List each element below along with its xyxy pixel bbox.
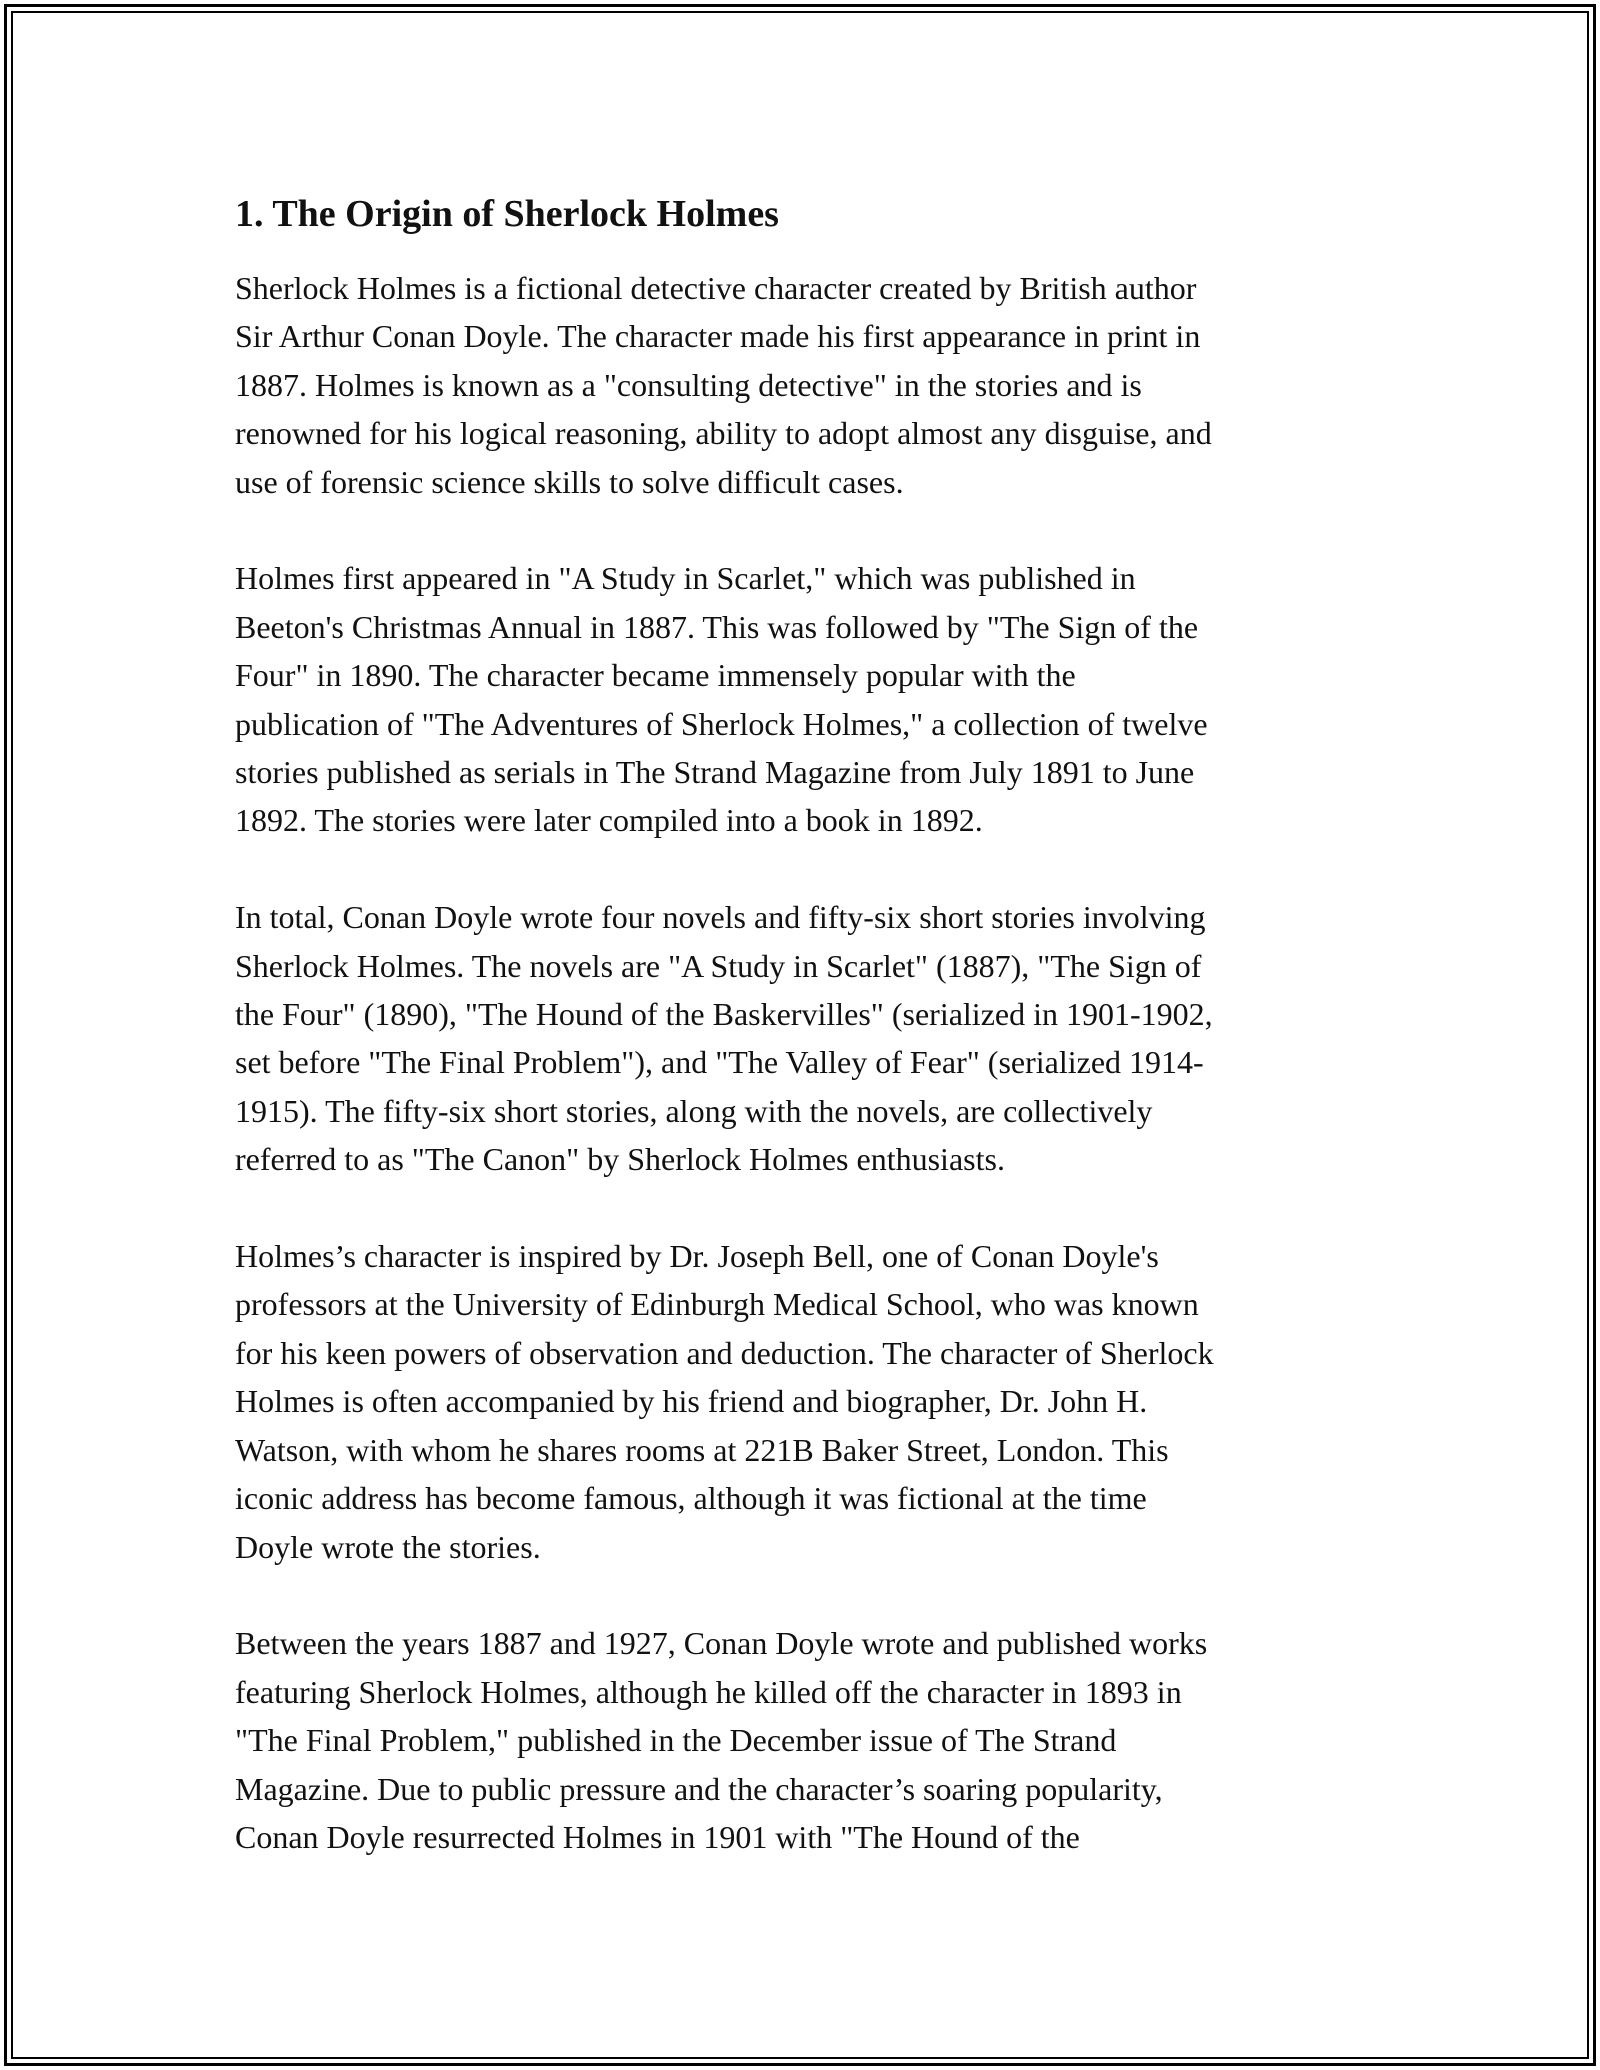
text-line: stories published as serials in The Strand Magazine from July 1891 to June — [235, 754, 1195, 791]
section-heading: 1. The Origin of Sherlock Holmes — [235, 193, 779, 235]
text-line: Holmes first appeared in "A Study in Scarlet," which was published in — [235, 560, 1136, 597]
text-line: for his keen powers of observation and deduction. The character of Sherlock — [235, 1334, 1214, 1371]
text-line: "The Final Problem," published in the December issue of The Strand — [235, 1722, 1117, 1759]
document-body — [235, 186, 1365, 1910]
text-line: In total, Conan Doyle wrote four novels and fifty-six short stories involving — [235, 899, 1206, 936]
text-line: use of forensic science skills to solve difficult cases. — [235, 463, 904, 500]
text-line: professors at the University of Edinburgh Medical School, who was known — [235, 1286, 1199, 1323]
text-line: 1915). The fifty-six short stories, along with the novels, are collectively — [235, 1092, 1153, 1129]
paragraph-4 — [235, 1232, 1365, 1571]
text-line: Sir Arthur Conan Doyle. The character made his first appearance in print in — [235, 318, 1201, 355]
text-line: iconic address has become famous, although it was fictional at the time — [235, 1480, 1147, 1517]
text-line: Sherlock Holmes is a fictional detective character created by British author — [235, 270, 1197, 306]
text-line: Watson, with whom he shares rooms at 221B Baker Street, London. This — [235, 1431, 1169, 1468]
text-line: the Four" (1890), "The Hound of the Baskervilles" (serialized in 1901-1902, — [235, 996, 1213, 1033]
text-line: Holmes is often accompanied by his friend and biographer, Dr. John H. — [235, 1383, 1148, 1420]
paragraph-2 — [235, 554, 1365, 844]
text-line: referred to as "The Canon" by Sherlock Holmes enthusiasts. — [235, 1141, 1005, 1178]
text-line: 1887. Holmes is known as a "consulting detective" in the stories and is — [235, 366, 1142, 403]
text-line: 1892. The stories were later compiled into a book in 1892. — [235, 802, 983, 839]
text-line: Beeton's Christmas Annual in 1887. This was followed by "The Sign of the — [235, 608, 1199, 645]
text-line: set before "The Final Problem"), and "The Valley of Fear" (serialized 1914- — [235, 1044, 1204, 1081]
paragraph-3 — [235, 893, 1365, 1183]
text-line: publication of "The Adventures of Sherlock Holmes," a collection of twelve — [235, 705, 1208, 742]
text-line: renowned for his logical reasoning, ability to adopt almost any disguise, and — [235, 415, 1212, 452]
text-line: Doyle wrote the stories. — [235, 1528, 541, 1565]
text-line: featuring Sherlock Holmes, although he killed off the character in 1893 in — [235, 1673, 1182, 1710]
text-line: Sherlock Holmes. The novels are "A Study in Scarlet" (1887), "The Sign of — [235, 947, 1202, 984]
paragraph-5 — [235, 1619, 1365, 1861]
text-line: Magazine. Due to public pressure and the character’s soaring popularity, — [235, 1770, 1163, 1807]
text-line: Four" in 1890. The character became immensely popular with the — [235, 657, 1076, 694]
text-line: Between the years 1887 and 1927, Conan Doyle wrote and published works — [235, 1625, 1208, 1662]
paragraph-1 — [235, 264, 1365, 506]
text-line: Holmes’s character is inspired by Dr. Joseph Bell, one of Conan Doyle's — [235, 1238, 1159, 1275]
text-line: Conan Doyle resurrected Holmes in 1901 with "The Hound of the — [235, 1818, 1080, 1855]
